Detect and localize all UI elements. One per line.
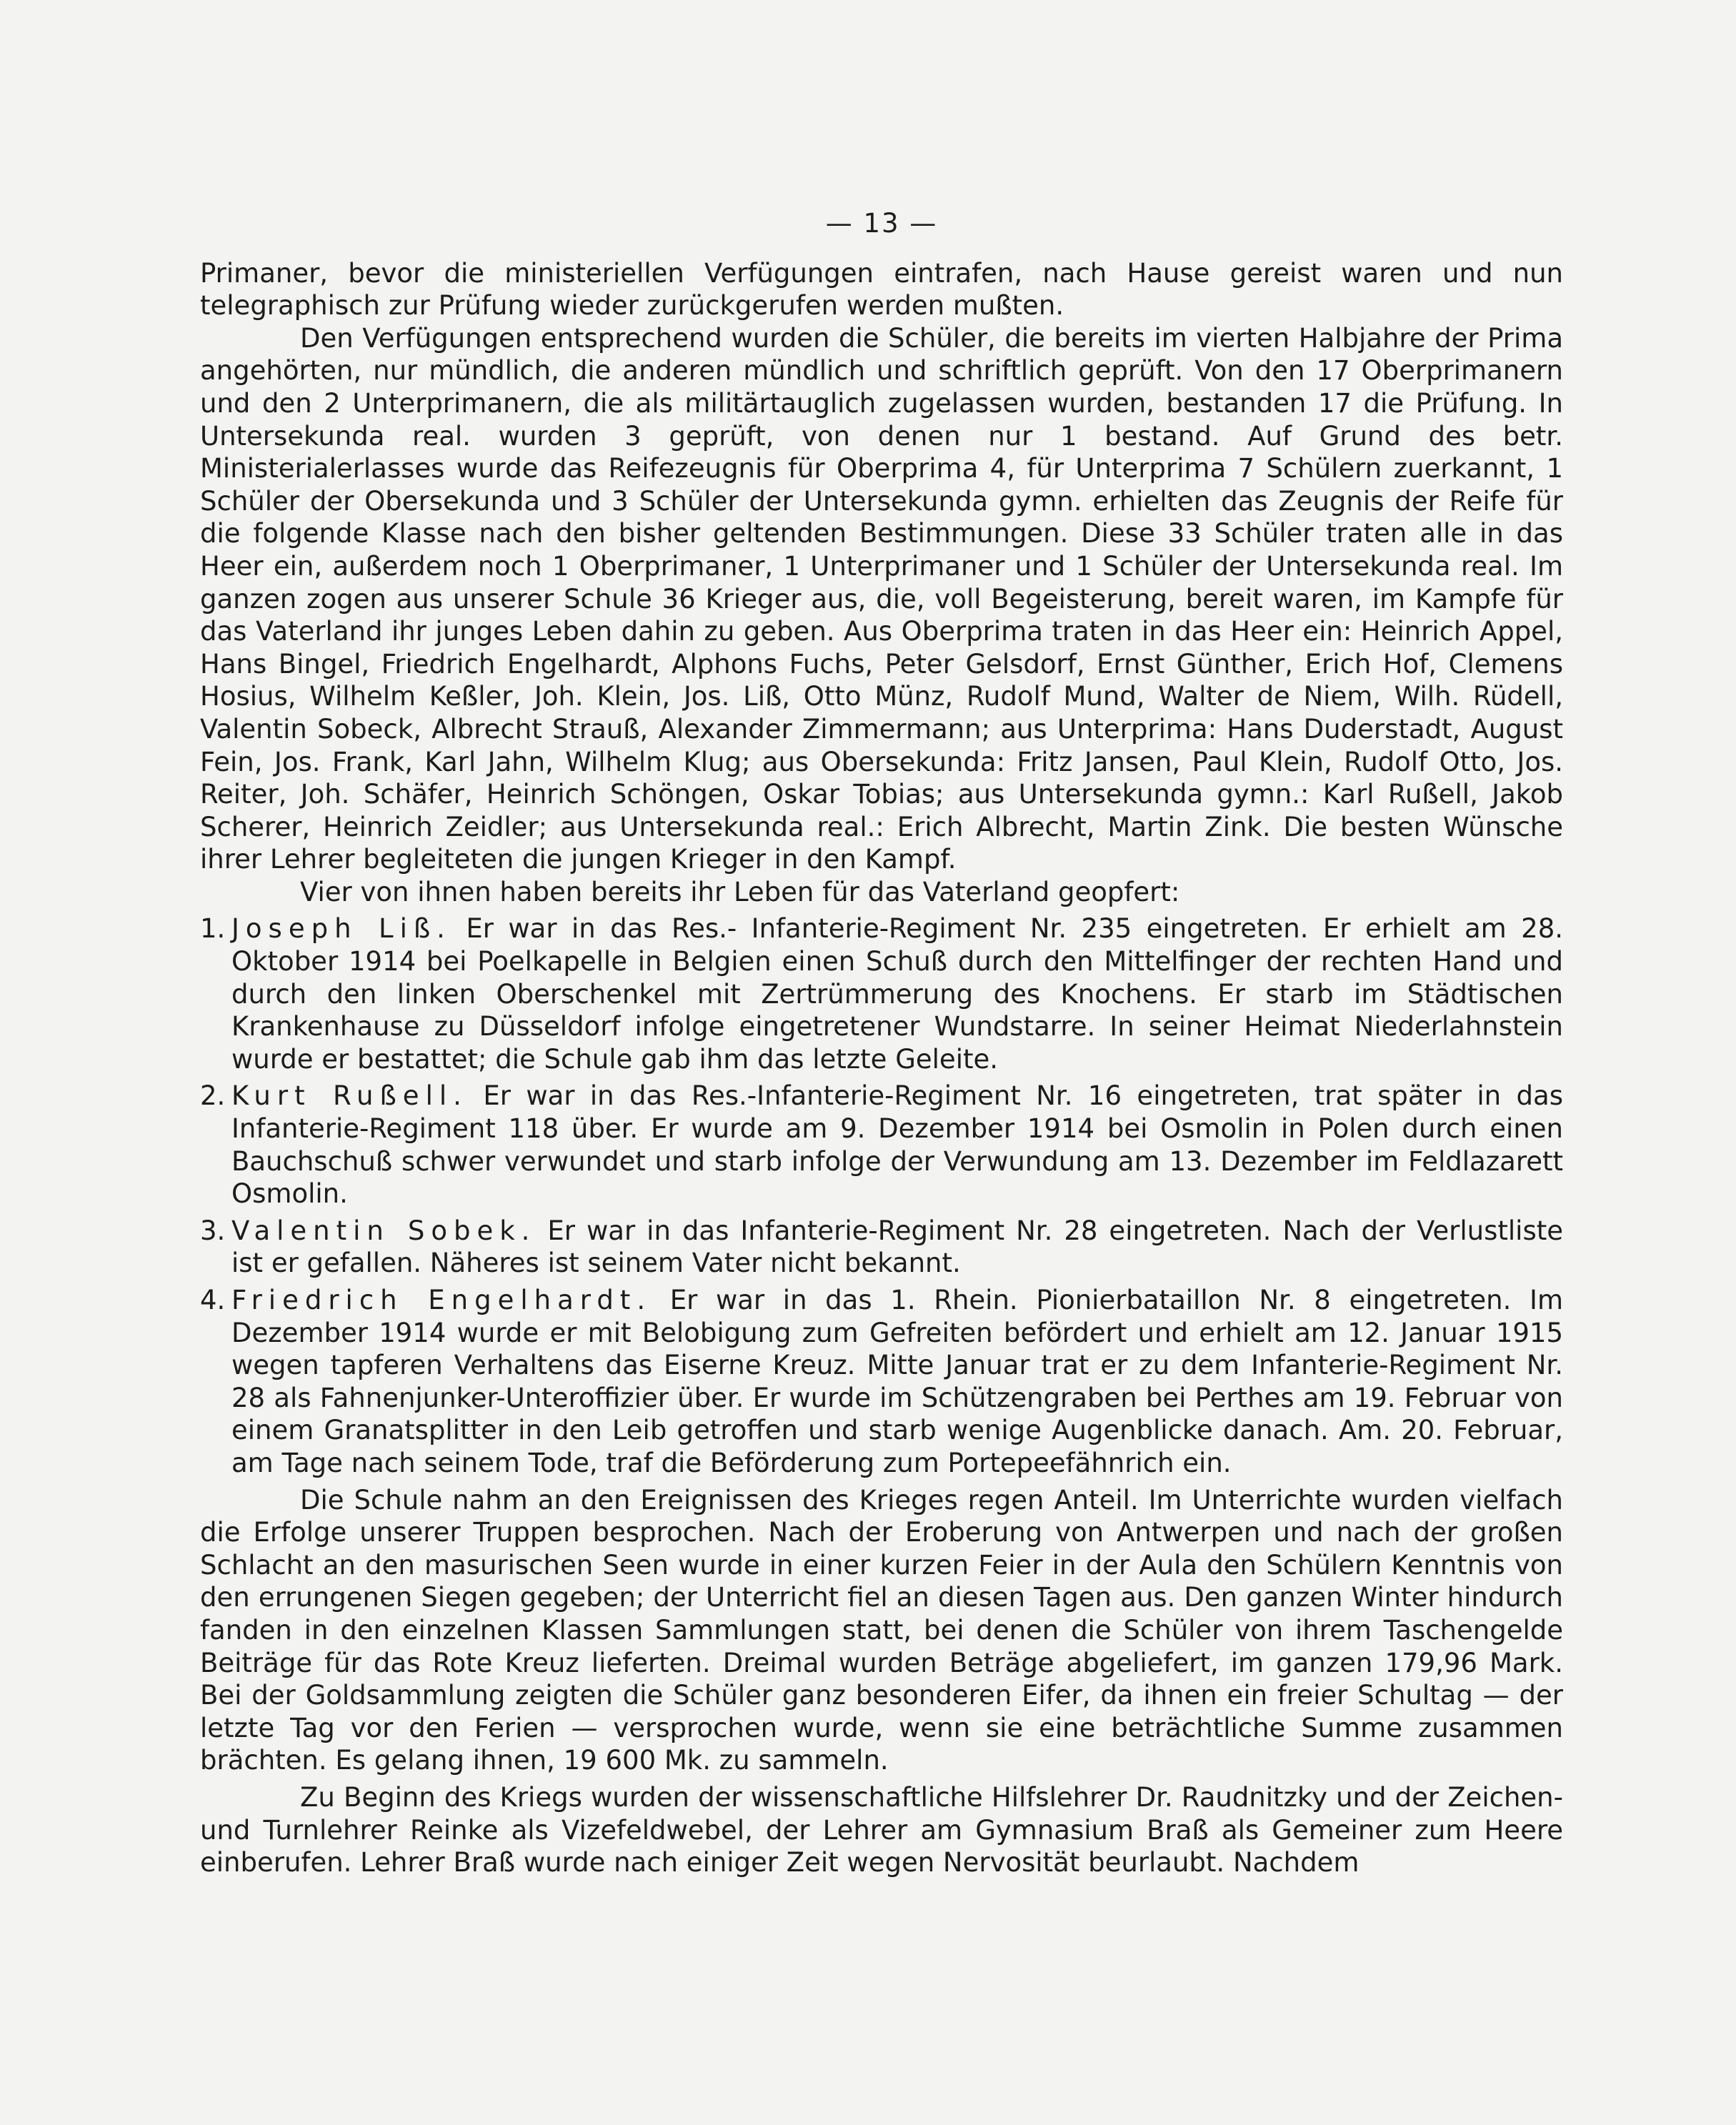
paragraph-exam-results: Den Verfügungen entsprechend wurden die Schüler, die bereits im vierten Halbjahre der Prima angehörten, nur mündlich, die anderen mündlich und schriftlich geprüft. Von den 17 Oberprimanern und den 2 Unterprimanern, die als militärtauglich zugelassen wurden, bestanden 17 die Prüfung. In Untersekunda real. wurden 3 geprüft, von denen nur 1 bestand. Auf Grund des betr. Ministerialerlasses wurde das Reifezeugnis für Oberprima 4, für Unterprima 7 Schülern zuerkannt, 1 Schüler der Obersekunda und 3 Schüler der Untersekunda gymn. erhielten das Zeugnis der Reife für die folgende Klasse nach den bisher geltenden Bestimmungen. Diese 33 Schüler traten alle in das Heer ein, außerdem noch 1 Oberprimaner, 1 Unterprimaner und 1 Schüler der Untersekunda real. Im ganzen zogen aus unserer Schule 36 Krieger aus, die, voll Begeisterung, bereit waren, im Kampfe für das Vaterland ihr junges Leben dahin zu geben. Aus Oberprima traten in das Heer ein: Heinrich Appel, Hans Bingel, Friedrich Engelhardt, Alphons Fuchs, Peter Gelsdorf, Ernst Günther, Erich Hof, Clemens Hosius, Wilhelm Keßler, Joh. Klein, Jos. Liß, Otto Münz, Rudolf Mund, Walter de Niem, Wilh. Rüdell, Valentin Sobeck, Albrecht Strauß, Alexander Zimmermann; aus Unterprima: Hans Duderstadt, August Fein, Jos. Frank, Karl Jahn, Wilhelm Klug; aus Obersekunda: Fritz Jansen, Paul Klein, Rudolf Otto, Jos. Reiter, Joh. Schäfer, Heinrich Schöngen, Oskar Tobias; aus Untersekunda gymn.: Karl Rußell, Jakob Scherer, Heinrich Zeidler; aus Untersekunda real.: Erich Albrecht, Martin Zink. Die besten Wünsche ihrer Lehrer begleiteten die jungen Krieger in den Kampf. bbox=[200, 322, 1563, 875]
list-item-body bbox=[231, 1080, 1563, 1210]
fallen-list-item bbox=[200, 1080, 1563, 1210]
fallen-list-item bbox=[200, 1284, 1563, 1480]
soldier-text: Er war in das Res.- Infanterie-Regiment Nr. 235 eingetreten. Er erhielt am 28. Oktober 1914 bei Poelkapelle in Belgien einen Schuß durch den Mittelfinger der rechten Hand und durch den linken Oberschenkel mit Zertrümmerung des Knochens. Er starb im Städtischen Krankenhause zu Düsseldorf infolge eingetretener Wundstarre. In seiner Heimat Niederlahnstein wurde er bestattet; die Schule gab ihm das letzte Geleite. bbox=[231, 913, 1563, 1075]
soldier-text: Er war in das Infanterie-Regiment Nr. 28 eingetreten. Nach der Verlustliste ist er gefallen. Näheres ist seinem Vater nicht bekannt. bbox=[231, 1215, 1563, 1279]
soldier-name: Joseph Liß. bbox=[231, 913, 452, 945]
fallen-list-item bbox=[200, 912, 1563, 1075]
list-item-body bbox=[231, 912, 1563, 1075]
list-item-body bbox=[231, 1215, 1563, 1280]
paragraph-teachers-drafted: Zu Beginn des Kriegs wurden der wissenschaftliche Hilfslehrer Dr. Raudnitzky und der Zeichen- und Turnlehrer Reinke als Vizefeldwebel, der Lehrer am Gymnasium Braß als Gemeiner zum Heere einberufen. Lehrer Braß wurde nach einiger Zeit wegen Nervosität beurlaubt. Nachdem bbox=[200, 1781, 1563, 1878]
list-number: 1. bbox=[200, 913, 226, 945]
fallen-list-item bbox=[200, 1215, 1563, 1280]
soldier-text: Er war in das 1. Rhein. Pionierbataillon Nr. 8 eingetreten. Im Dezember 1914 wurde er mit Belobigung zum Gefreiten befördert und erhielt am 12. Januar 1915 wegen tapferen Verhaltens das Eiserne Kreuz. Mitte Januar trat er zu dem Infanterie-Regiment Nr. 28 als Fahnenjunker-Unteroffizier über. Er wurde im Schützengraben bei Perthes am 19. Februar von einem Granatsplitter in den Leib getroffen und starb wenige Augenblicke danach. Am. 20. Februar, am Tage nach seinem Tode, traf die Beförderung zum Portepeefähnrich ein. bbox=[231, 1285, 1563, 1478]
list-number: 3. bbox=[200, 1215, 226, 1246]
list-number: 4. bbox=[200, 1285, 226, 1315]
page-content bbox=[200, 207, 1563, 1879]
soldier-name: Friedrich Engelhardt. bbox=[231, 1285, 652, 1315]
list-item-body bbox=[231, 1284, 1563, 1480]
soldier-name: Kurt Rußell. bbox=[231, 1080, 468, 1112]
page-number: — 13 — bbox=[825, 208, 938, 239]
soldier-text: Er war in das Res.-Infanterie-Regiment Nr. 16 eingetreten, trat später in das Infanterie-Regiment 118 über. Er wurde am 9. Dezember 1914 bei Osmolin in Polen durch einen Bauchschuß schwer verwundet und starb infolge der Verwundung am 13. Dezember im Feldlazarett Osmolin. bbox=[231, 1080, 1563, 1210]
fallen-list bbox=[200, 912, 1563, 1479]
paragraph-continuation: Primaner, bevor die ministeriellen Verfügungen eintrafen, nach Hause gereist waren und nun telegraphisch zur Prüfung wieder zurückgerufen werden mußten. bbox=[200, 257, 1563, 322]
paragraph-fallen-intro: Vier von ihnen haben bereits ihr Leben für das Vaterland geopfert: bbox=[300, 876, 1180, 907]
soldier-name: Valentin Sobek. bbox=[231, 1215, 537, 1246]
paragraph-school-activities: Die Schule nahm an den Ereignissen des Krieges regen Anteil. Im Unterrichte wurden vielfach die Erfolge unserer Truppen besprochen. Nach der Eroberung von Antwerpen und nach der großen Schlacht an den masurischen Seen wurde in einer kurzen Feier in der Aula den Schülern Kenntnis von den errungenen Siegen gegeben; der Unterricht fiel an diesen Tagen aus. Den ganzen Winter hindurch fanden in den einzelnen Klassen Sammlungen statt, bei denen die Schüler von ihrem Taschengelde Beiträge für das Rote Kreuz lieferten. Dreimal wurden Beträge abgeliefert, im ganzen 179,96 Mark. Bei der Goldsammlung zeigten die Schüler ganz besonderen Eifer, da ihnen ein freier Schultag — der letzte Tag vor den Ferien — versprochen wurde, wenn sie eine beträchtliche Summe zusammen brächten. Es gelang ihnen, 19 600 Mk. zu sammeln. bbox=[200, 1484, 1563, 1776]
list-number: 2. bbox=[200, 1080, 226, 1112]
